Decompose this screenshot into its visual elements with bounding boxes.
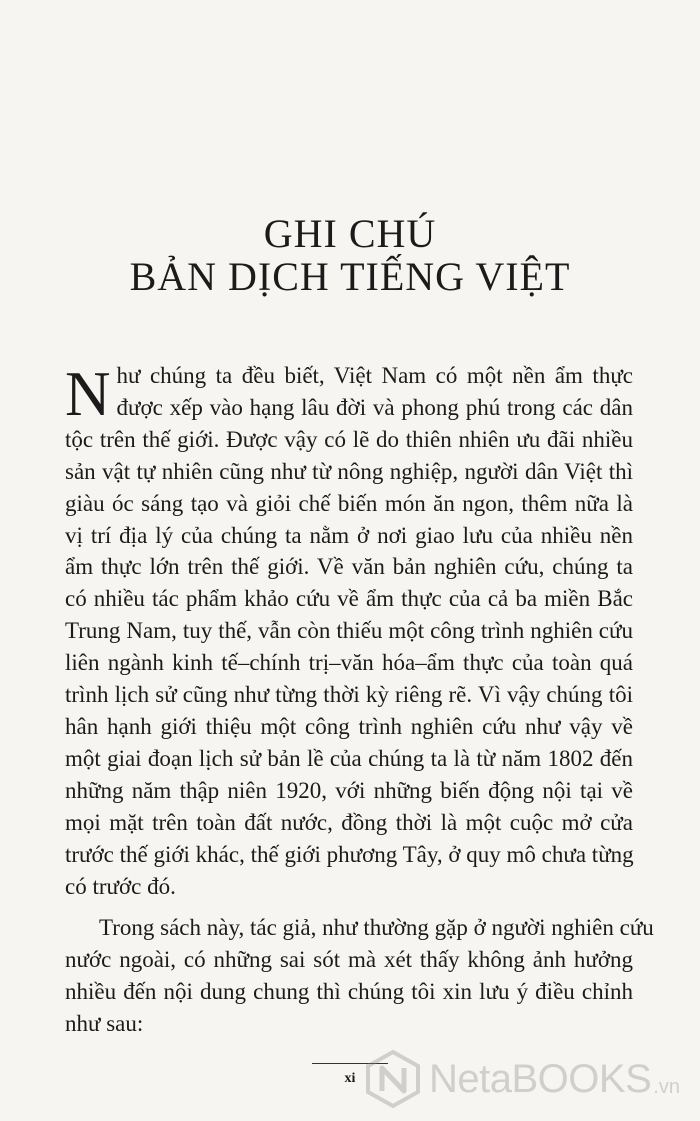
text-line: giàu óc sáng tạo và giỏi chế biến món ăn ngon, thêm nữa là — [65, 490, 633, 516]
paragraph-1 — [65, 360, 633, 902]
text-line: nước ngoài, có những sai sót mà xét thấy không ảnh hưởng — [65, 947, 633, 973]
text-line: trước thế giới khác, thế giới phương Tây, ở quy mô chưa từng — [65, 841, 634, 867]
text-line: trình lịch sử cũng như từng thời kỳ riêng rẽ. Vì vậy chúng tôi — [65, 682, 633, 708]
text-line: mọi mặt trên toàn đất nước, đồng thời là một cuộc mở cửa — [65, 809, 633, 835]
text-line: ẩm thực lớn trên thế giới. Về văn bản nghiên cứu, chúng ta — [65, 554, 633, 580]
text-line: Trong sách này, tác giả, như thường gặp ở người nghiên cứu — [99, 915, 654, 941]
text-line: hư chúng ta đều biết, Việt Nam có một nền ẩm thực — [116, 363, 633, 388]
watermark-suffix: .vn — [653, 1075, 680, 1098]
netabooks-logo-icon — [363, 1049, 423, 1109]
text-line: vị trí địa lý của chúng ta nằm ở nơi giao lưu của nhiều nền — [65, 522, 633, 548]
text-line: Trung Nam, tuy thế, vẫn còn thiếu một công trình nghiên cứu — [65, 618, 633, 644]
text-line: sản vật tự nhiên cũng như từ nông nghiệp, người dân Việt thì — [65, 458, 633, 484]
chapter-title-line-2: BẢN DỊCH TIẾNG VIỆT — [129, 254, 571, 299]
text-line: có nhiều tác phẩm khảo cứu về ẩm thực của cả ba miền Bắc — [65, 586, 633, 612]
text-line: tộc trên thế giới. Được vậy có lẽ do thiên nhiên ưu đãi nhiều — [65, 426, 633, 452]
text-line: như sau: — [65, 1011, 144, 1037]
text-line: được xếp vào hạng lâu đời và phong phú trong các dân — [116, 394, 633, 420]
text-line: những năm thập niên 1920, với những biến động nội tại về — [65, 777, 633, 803]
text-line: nhiều đến nội dung chung thì chúng tôi xin lưu ý điều chỉnh — [65, 979, 633, 1005]
watermark — [363, 1045, 693, 1113]
drop-cap: N — [65, 359, 111, 429]
text-line: một giai đoạn lịch sử bản lề của chúng ta là từ năm 1802 đến — [65, 745, 633, 771]
chapter-title-line-1: GHI CHÚ — [263, 211, 437, 256]
watermark-brand: NetaBOOKS — [429, 1056, 652, 1101]
page-number: xi — [344, 1071, 356, 1086]
paragraph-2 — [65, 912, 654, 1040]
text-line: liên ngành kinh tế–chính trị–văn hóa–ẩm thực của toàn quá — [65, 650, 633, 676]
text-line: hân hạnh giới thiệu một công trình nghiên cứu như vậy về — [65, 713, 633, 739]
body-text — [65, 359, 654, 1040]
text-line: có trước đó. — [65, 873, 176, 899]
